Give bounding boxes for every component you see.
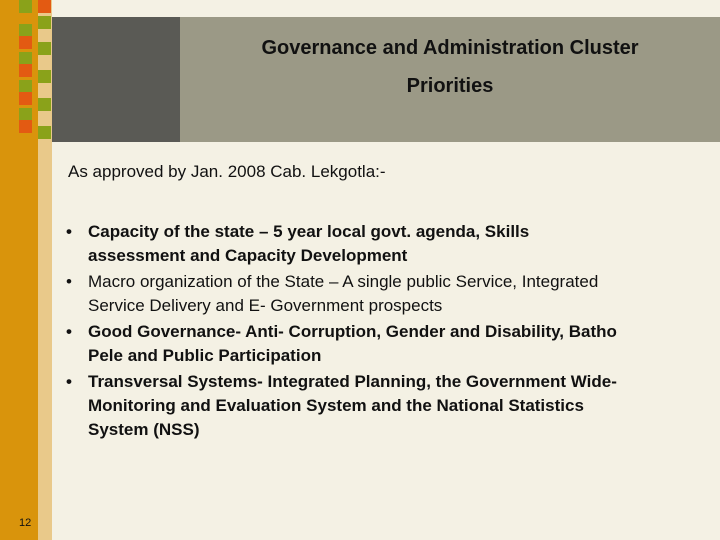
decor-square <box>19 64 32 77</box>
bullet-line: Macro organization of the State – A single public Service, Integrated <box>88 272 599 291</box>
decor-square <box>19 0 32 13</box>
list-item <box>58 270 720 318</box>
decor-square <box>38 98 51 111</box>
bullet-line: Monitoring and Evaluation System and the National Statistics <box>88 396 584 415</box>
bullet-line: Service Delivery and E- Government prospects <box>88 296 443 315</box>
bullet-marker: • <box>66 222 72 241</box>
approval-note: As approved by Jan. 2008 Cab. Lekgotla:- <box>68 162 386 181</box>
decor-square <box>38 42 51 55</box>
bullet-line: Pele and Public Participation <box>88 346 322 365</box>
decor-square <box>38 126 51 139</box>
list-item <box>58 220 720 268</box>
list-item <box>58 370 720 442</box>
priority-list <box>58 220 720 444</box>
decor-square <box>38 16 51 29</box>
bullet-line: Good Governance- Anti- Corruption, Gender and Disability, Batho <box>88 322 617 341</box>
bullet-marker: • <box>66 372 72 391</box>
header-dark-block <box>52 17 180 142</box>
decor-square <box>38 70 51 83</box>
list-item <box>58 320 720 368</box>
bullet-marker: • <box>66 322 72 341</box>
bullet-line: Capacity of the state – 5 year local govt. agenda, Skills <box>88 222 530 241</box>
decor-square <box>38 0 51 13</box>
slide-title: Governance and Administration Cluster <box>261 37 639 59</box>
decor-square <box>19 36 32 49</box>
bullet-line: assessment and Capacity Development <box>88 246 408 265</box>
bullet-line: System (NSS) <box>88 420 200 439</box>
page-number: 12 <box>19 517 32 529</box>
bullet-marker: • <box>66 272 72 291</box>
slide-subtitle-priorities: Priorities <box>406 75 494 97</box>
decor-square <box>19 120 32 133</box>
bullet-line: Transversal Systems- Integrated Planning, the Government Wide- <box>88 372 617 391</box>
decor-square <box>19 92 32 105</box>
